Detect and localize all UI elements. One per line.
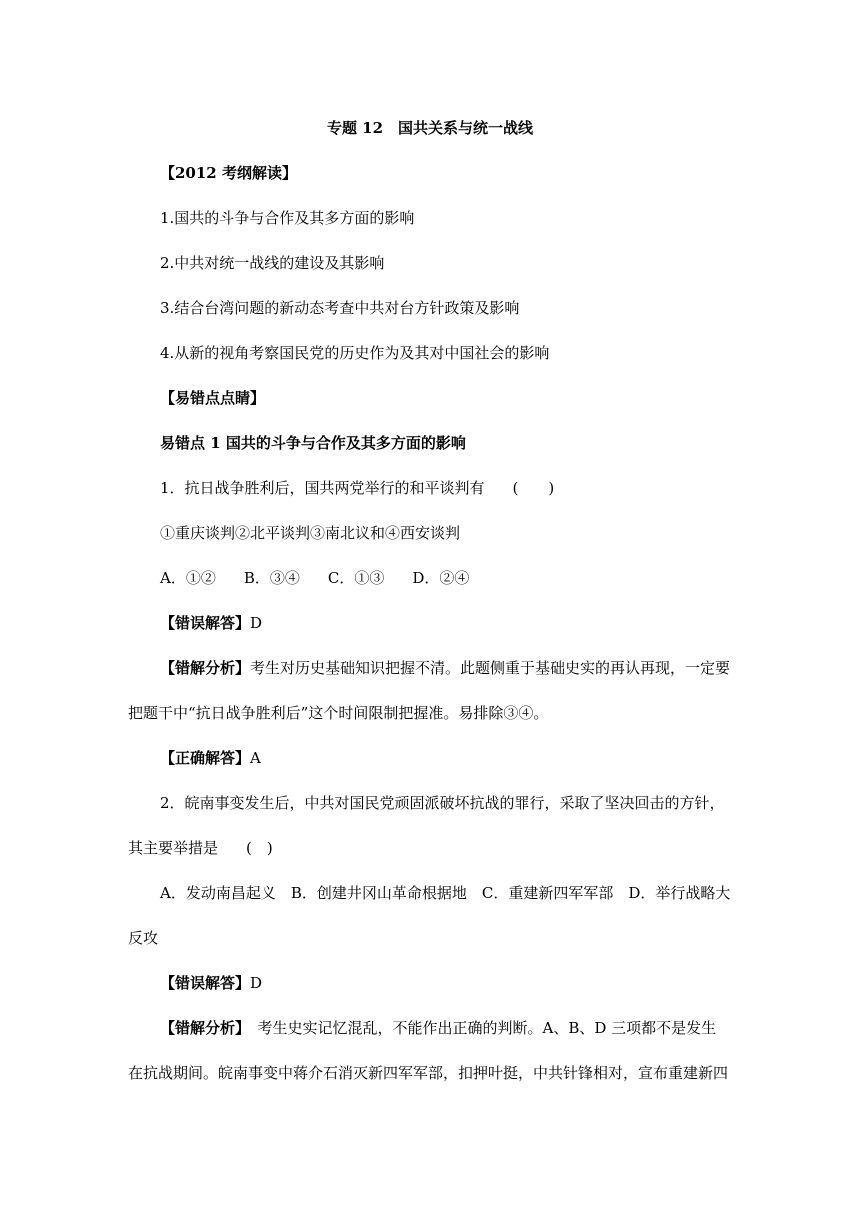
q2-stem-2: 其主要举措是: [128, 839, 219, 857]
q1-options: [160, 568, 469, 588]
q1-items: ①重庆谈判②北平谈判③南北议和④西安谈判: [160, 524, 461, 542]
q1-correct-answer: [160, 748, 261, 768]
q1-wrong-value: D: [250, 614, 263, 632]
outline-item-3: 3.结合台湾问题的新动态考查中共对台方针政策及影响: [160, 299, 520, 317]
q2-analysis-text-1: 考生史实记忆混乱，不能作出正确的判断。A、B、D 三项都不是发生: [242, 1019, 717, 1037]
q2-analysis-line-1: [160, 1018, 716, 1038]
outline-item-4: 4.从新的视角考察国民党的历史作为及其对中国社会的影响: [160, 344, 550, 362]
q1-stem: 1．抗日战争胜利后，国共两党举行的和平谈判有: [160, 479, 485, 497]
q1-answer-paren: ( ): [512, 479, 555, 497]
point1-heading: 易错点 1 国共的斗争与合作及其多方面的影响: [160, 434, 466, 452]
q2-analysis-text-2: 在抗战期间。皖南事变中蒋介石消灭新四军军部，扣押叶挺，中共针锋相对，宣布重建新四: [128, 1064, 729, 1082]
q2-options-line-2: 反攻: [128, 929, 159, 947]
outline-heading: 【2012 考纲解读】: [160, 164, 297, 182]
q2-stem-line-1: 2．皖南事变发生后，中共对国民党顽固派破坏抗战的罪行，采取了坚决回击的方针，: [160, 794, 725, 812]
outline-item-1: 1.国共的斗争与合作及其多方面的影响: [160, 209, 415, 227]
q1-stem-line: [160, 478, 554, 498]
q1-analysis-label: 【错解分析】: [160, 659, 251, 677]
q1-option-d: D．②④: [412, 569, 470, 587]
q2-wrong-label: 【错误解答】: [160, 974, 251, 992]
section-heading: 【易错点点睛】: [160, 389, 266, 407]
q2-answer-paren: ( ): [246, 839, 273, 857]
q1-analysis-text-1: 考生对历史基础知识把握不清。此题侧重于基础史实的再认再现，一定要: [250, 659, 731, 677]
q1-option-a: A．①②: [160, 569, 216, 587]
q2-options-line-1: A．发动南昌起义 B．创建井冈山革命根据地 C．重建新四军军部 D．举行战略大: [160, 884, 731, 902]
outline-item-2: 2.中共对统一战线的建设及其影响: [160, 254, 385, 272]
q1-option-b: B．③④: [243, 569, 300, 587]
q1-option-c: C．①③: [327, 569, 385, 587]
q2-stem-line-2: [128, 838, 273, 858]
q1-analysis-text-2: 把题干中“抗日战争胜利后”这个时间限制把握准。易排除③④。: [128, 704, 549, 722]
q1-correct-value: A: [250, 749, 261, 767]
q1-wrong-answer: [160, 613, 262, 633]
q2-wrong-answer: [160, 973, 262, 993]
q1-analysis-line-1: [160, 658, 730, 678]
document-title: 专题 12 国共关系与统一战线: [326, 119, 534, 137]
q2-analysis-label: 【错解分析】: [160, 1019, 243, 1037]
q1-wrong-label: 【错误解答】: [160, 614, 251, 632]
q2-wrong-value: D: [250, 974, 263, 992]
q1-correct-label: 【正确解答】: [160, 749, 251, 767]
